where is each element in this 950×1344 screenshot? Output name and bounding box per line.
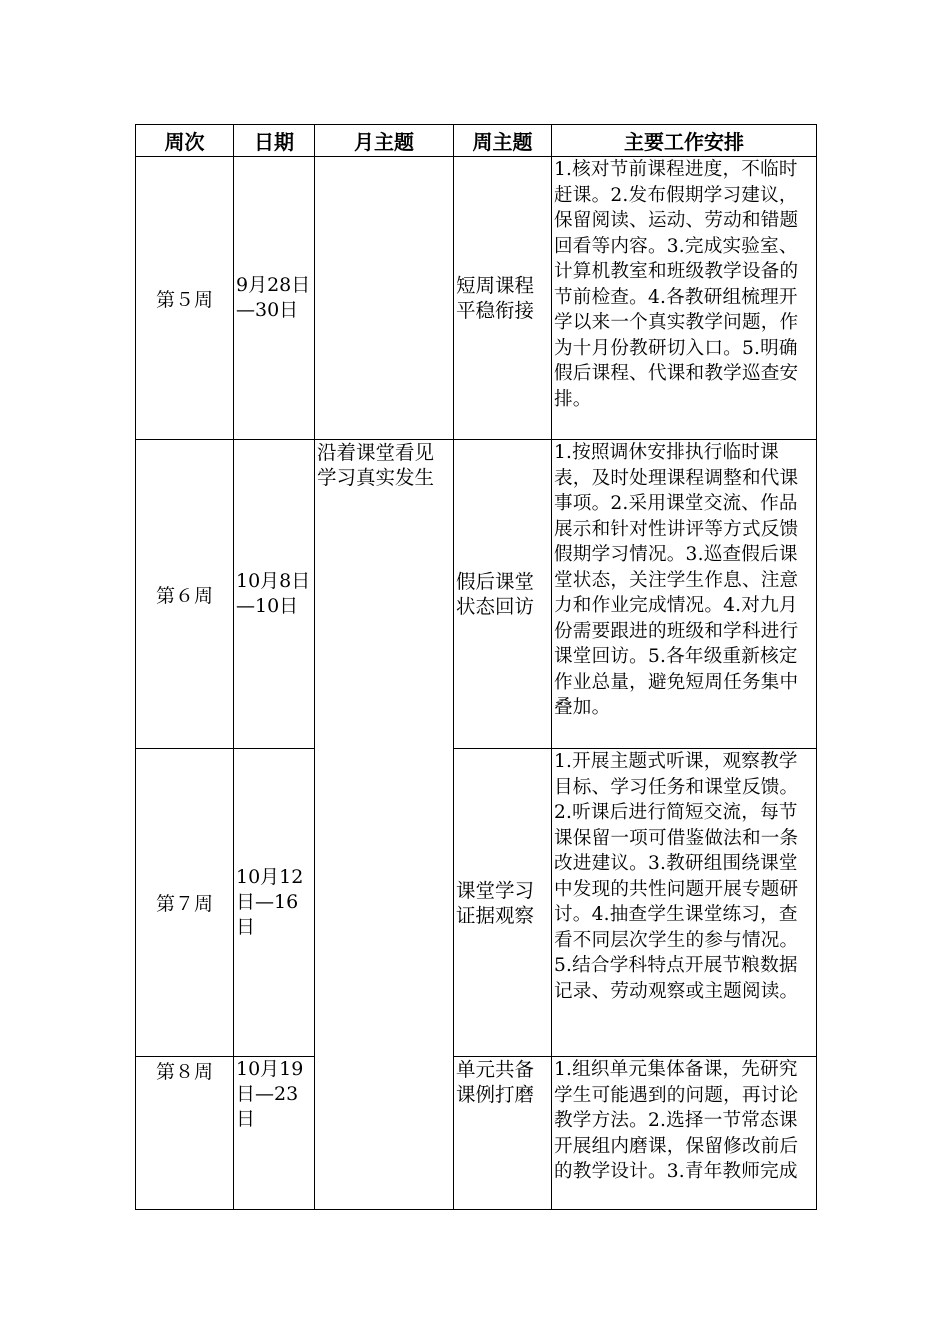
header-week: 周次 bbox=[136, 125, 234, 157]
month-theme-cell-empty bbox=[315, 157, 454, 440]
table-row bbox=[136, 749, 817, 1057]
date-cell: 10月8日—10日 bbox=[234, 440, 315, 749]
header-date: 日期 bbox=[234, 125, 315, 157]
week-theme-cell: 单元共备课例打磨 bbox=[454, 1057, 552, 1210]
header-month-theme: 月主题 bbox=[315, 125, 454, 157]
date-cell: 10月12日—16日 bbox=[234, 749, 315, 1057]
week-cell: 第５周 bbox=[136, 157, 234, 440]
week-theme-cell: 短周课程平稳衔接 bbox=[454, 157, 552, 440]
table-row bbox=[136, 440, 817, 749]
schedule-table bbox=[135, 124, 817, 1210]
work-plan-cell: 1.组织单元集体备课，先研究学生可能遇到的问题，再讨论教学方法。2.选择一节常态课开展组内磨课，保留修改前后的教学设计。3.青年教师完成 bbox=[552, 1057, 817, 1210]
work-plan-cell: 1.按照调休安排执行临时课表，及时处理课程调整和代课事项。2.采用课堂交流、作品展示和针对性讲评等方式反馈假期学习情况。3.巡查假后课堂状态，关注学生作息、注意力和作业完成情况。4.对九月份需要跟进的班级和学科进行课堂回访。5.各年级重新核定作业总量，避免短周任务集中叠加。 bbox=[552, 440, 817, 749]
date-cell: 9月28日—30日 bbox=[234, 157, 315, 440]
work-plan-cell: 1.核对节前课程进度，不临时赶课。2.发布假期学习建议，保留阅读、运动、劳动和错题回看等内容。3.完成实验室、计算机教室和班级教学设备的节前检查。4.各教研组梳理开学以来一个真实教学问题，作为十月份教研切入口。5.明确假后课程、代课和教学巡查安排。 bbox=[552, 157, 817, 440]
week-cell: 第８周 bbox=[136, 1057, 234, 1210]
work-plan-cell: 1.开展主题式听课，观察教学目标、学习任务和课堂反馈。2.听课后进行简短交流，每节课保留一项可借鉴做法和一条改进建议。3.教研组围绕课堂中发现的共性问题开展专题研讨。4.抽查学生课堂练习，查看不同层次学生的参与情况。5.结合学科特点开展节粮数据记录、劳动观察或主题阅读。 bbox=[552, 749, 817, 1057]
week-cell: 第７周 bbox=[136, 749, 234, 1057]
header-week-theme: 周主题 bbox=[454, 125, 552, 157]
table-header-row bbox=[136, 125, 817, 157]
week-theme-cell: 课堂学习证据观察 bbox=[454, 749, 552, 1057]
table-row bbox=[136, 157, 817, 440]
header-work-plan: 主要工作安排 bbox=[552, 125, 817, 157]
week-cell: 第６周 bbox=[136, 440, 234, 749]
week-theme-cell: 假后课堂状态回访 bbox=[454, 440, 552, 749]
date-cell: 10月19日—23日 bbox=[234, 1057, 315, 1210]
month-theme-cell: 沿着课堂看见学习真实发生 bbox=[315, 440, 454, 1210]
table-row bbox=[136, 1057, 817, 1210]
